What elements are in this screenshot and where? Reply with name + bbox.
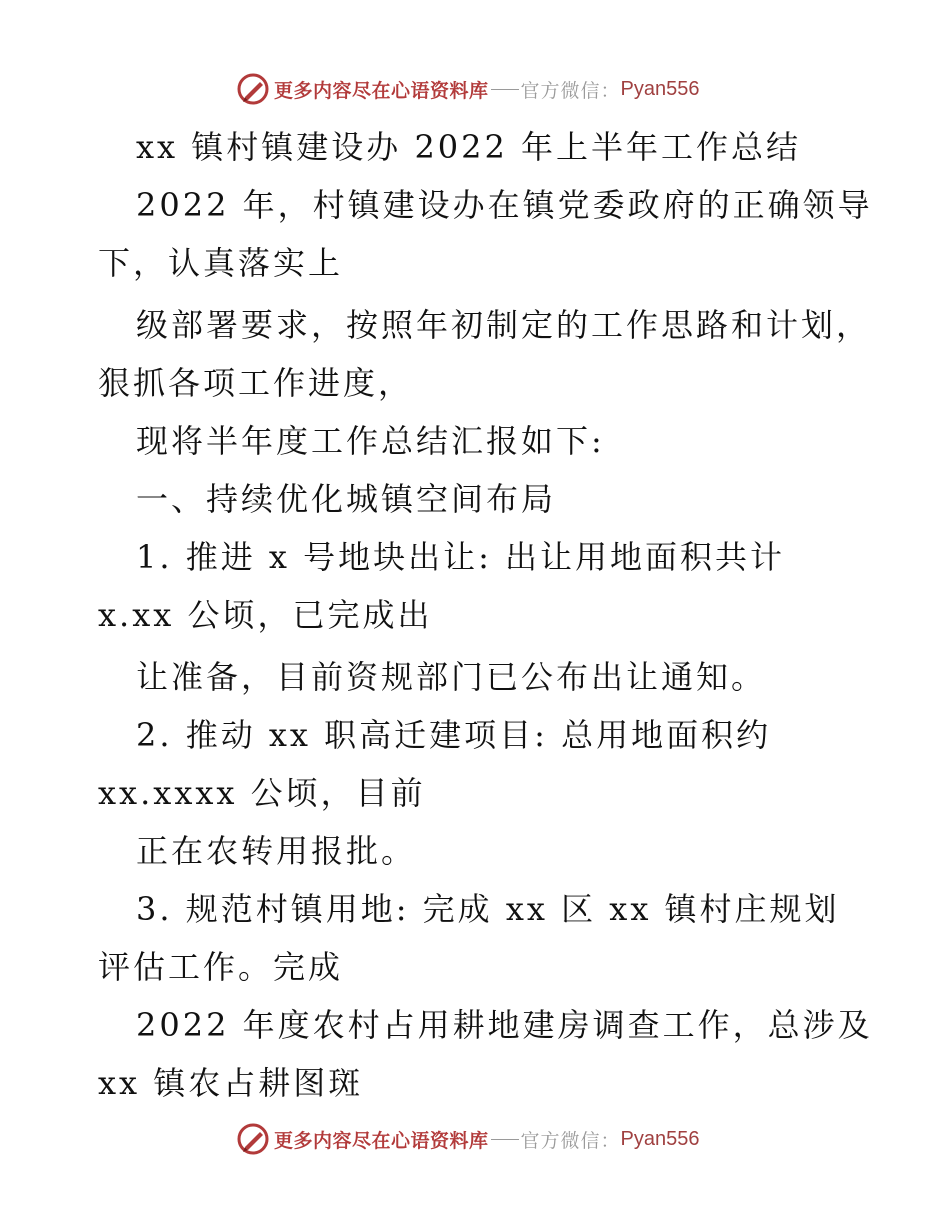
paragraph-line: 狠抓各项工作进度， — [98, 364, 414, 402]
paragraph-line: 2022 年度农村占用耕地建房调查工作，总涉及 — [136, 1006, 873, 1044]
paragraph-line: 正在农转用报批。 — [136, 832, 417, 870]
banner-wechat-id: Pyan556 — [620, 1127, 700, 1150]
paragraph-line: 下，认真落实上 — [98, 244, 344, 282]
banner-wechat-label: 官方微信： — [520, 1129, 621, 1152]
footer-watermark-banner — [236, 1122, 756, 1156]
paragraph-line: 评估工作。完成 — [98, 948, 344, 986]
list-item: 1. 推进 x 号地块出让: 出让用地面积共计 — [136, 538, 786, 576]
list-item: 2. 推动 xx 职高迁建项目: 总用地面积约 — [136, 716, 772, 754]
document-title: xx 镇村镇建设办 2022 年上半年工作总结 — [136, 128, 802, 166]
pen-circle-logo-icon — [236, 72, 270, 106]
paragraph-line: x.xx 公顷，已完成出 — [98, 596, 433, 634]
paragraph-line: 2022 年，村镇建设办在镇党委政府的正确领导 — [136, 186, 873, 224]
pen-circle-logo-icon — [236, 1122, 270, 1156]
header-watermark-banner — [236, 72, 756, 106]
paragraph-line: xx.xxxx 公顷，目前 — [98, 774, 426, 812]
banner-main-text: 更多内容尽在心语资料库 — [274, 1129, 489, 1152]
paragraph-line: 现将半年度工作总结汇报如下: — [136, 422, 605, 460]
paragraph-line: 级部署要求，按照年初制定的工作思路和计划， — [136, 306, 872, 344]
list-item: 3. 规范村镇用地: 完成 xx 区 xx 镇村庄规划 — [136, 890, 840, 928]
banner-main-text: 更多内容尽在心语资料库 — [274, 79, 489, 102]
paragraph-line: xx 镇农占耕图斑 — [98, 1064, 364, 1102]
banner-wechat-label: 官方微信： — [520, 79, 621, 102]
banner-dash-divider — [491, 1139, 519, 1140]
section-heading: 一、持续优化城镇空间布局 — [136, 480, 557, 518]
banner-wechat-id: Pyan556 — [620, 77, 700, 100]
paragraph-line: 让准备，目前资规部门已公布出让通知。 — [136, 658, 767, 696]
banner-dash-divider — [491, 89, 519, 90]
